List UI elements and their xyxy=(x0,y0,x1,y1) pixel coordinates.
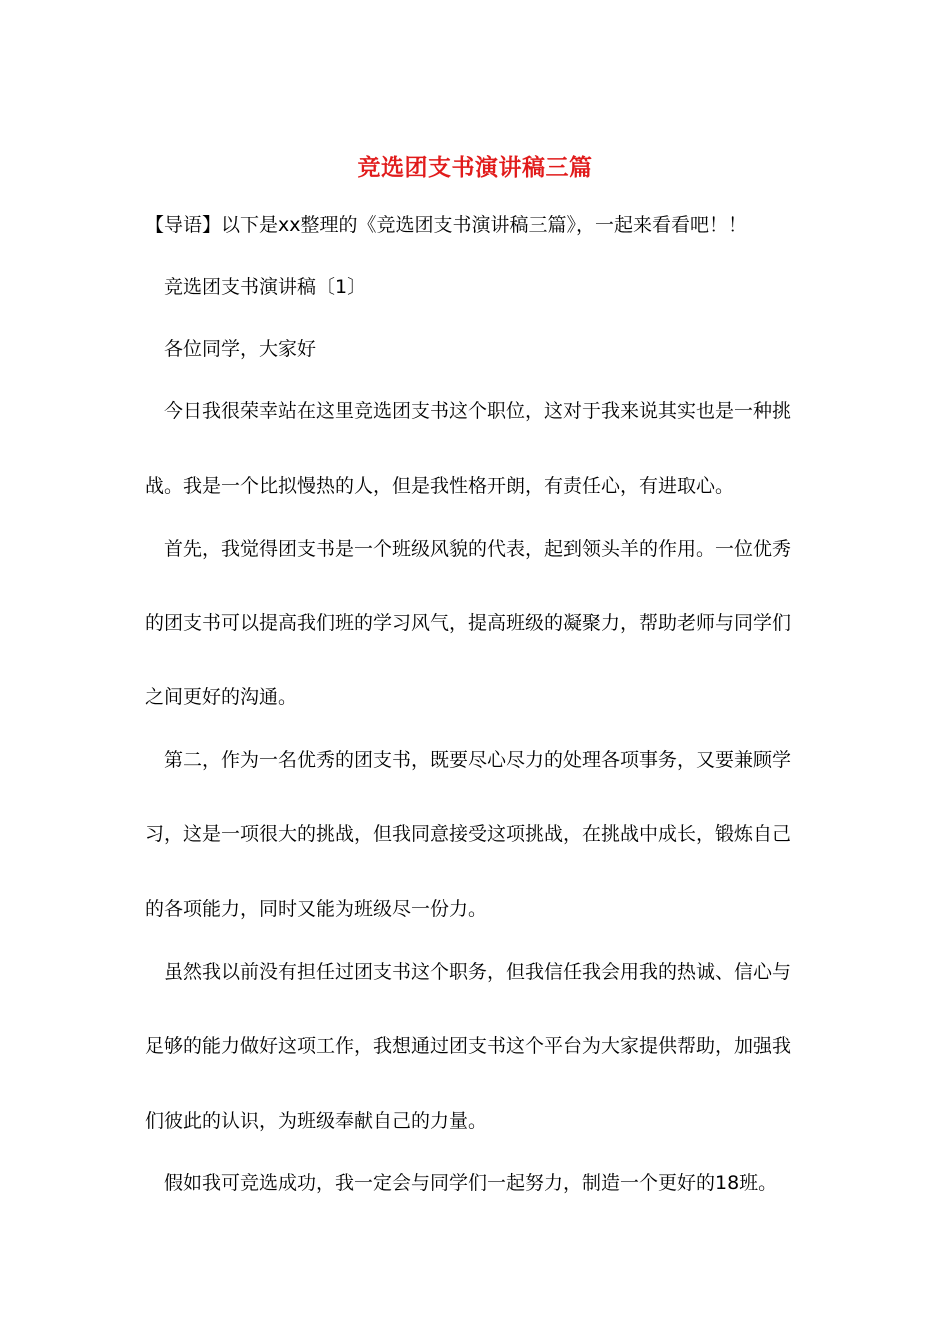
paragraph-line: 今日我很荣幸站在这里竞选团支书这个职位，这对于我来说其实也是一种挑 xyxy=(164,400,792,422)
paragraph-line: 首先，我觉得团支书是一个班级风貌的代表，起到领头羊的作用。一位优秀 xyxy=(164,538,792,560)
paragraph-line: 的各项能力，同时又能为班级尽一份力。 xyxy=(145,898,488,920)
paragraph-line: 的团支书可以提高我们班的学习风气，提高班级的凝聚力，帮助老师与同学们 xyxy=(145,612,792,634)
document-title: 竞选团支书演讲稿三篇 xyxy=(357,155,593,181)
paragraph-line: 习，这是一项很大的挑战，但我同意接受这项挑战，在挑战中成长，锻炼自己 xyxy=(145,823,792,845)
paragraph-line: 战。我是一个比拟慢热的人，但是我性格开朗，有责任心，有进取心。 xyxy=(145,475,735,497)
greeting-line: 各位同学，大家好 xyxy=(164,338,317,360)
paragraph-line: 们彼此的认识，为班级奉献自己的力量。 xyxy=(145,1110,488,1132)
paragraph-line: 虽然我以前没有担任过团支书这个职务，但我信任我会用我的热诚、信心与 xyxy=(164,961,792,983)
intro-paragraph: 【导语】以下是xx整理的《竞选团支书演讲稿三篇》，一起来看看吧！！ xyxy=(145,214,747,236)
paragraph-line: 假如我可竞选成功，我一定会与同学们一起努力，制造一个更好的18班。 xyxy=(164,1172,778,1194)
section-heading: 竞选团支书演讲稿〔1〕 xyxy=(164,276,367,298)
paragraph-line: 足够的能力做好这项工作，我想通过团支书这个平台为大家提供帮助，加强我 xyxy=(145,1035,792,1057)
paragraph-line: 第二，作为一名优秀的团支书，既要尽心尽力的处理各项事务，又要兼顾学 xyxy=(164,749,792,771)
paragraph-line: 之间更好的沟通。 xyxy=(145,686,298,708)
